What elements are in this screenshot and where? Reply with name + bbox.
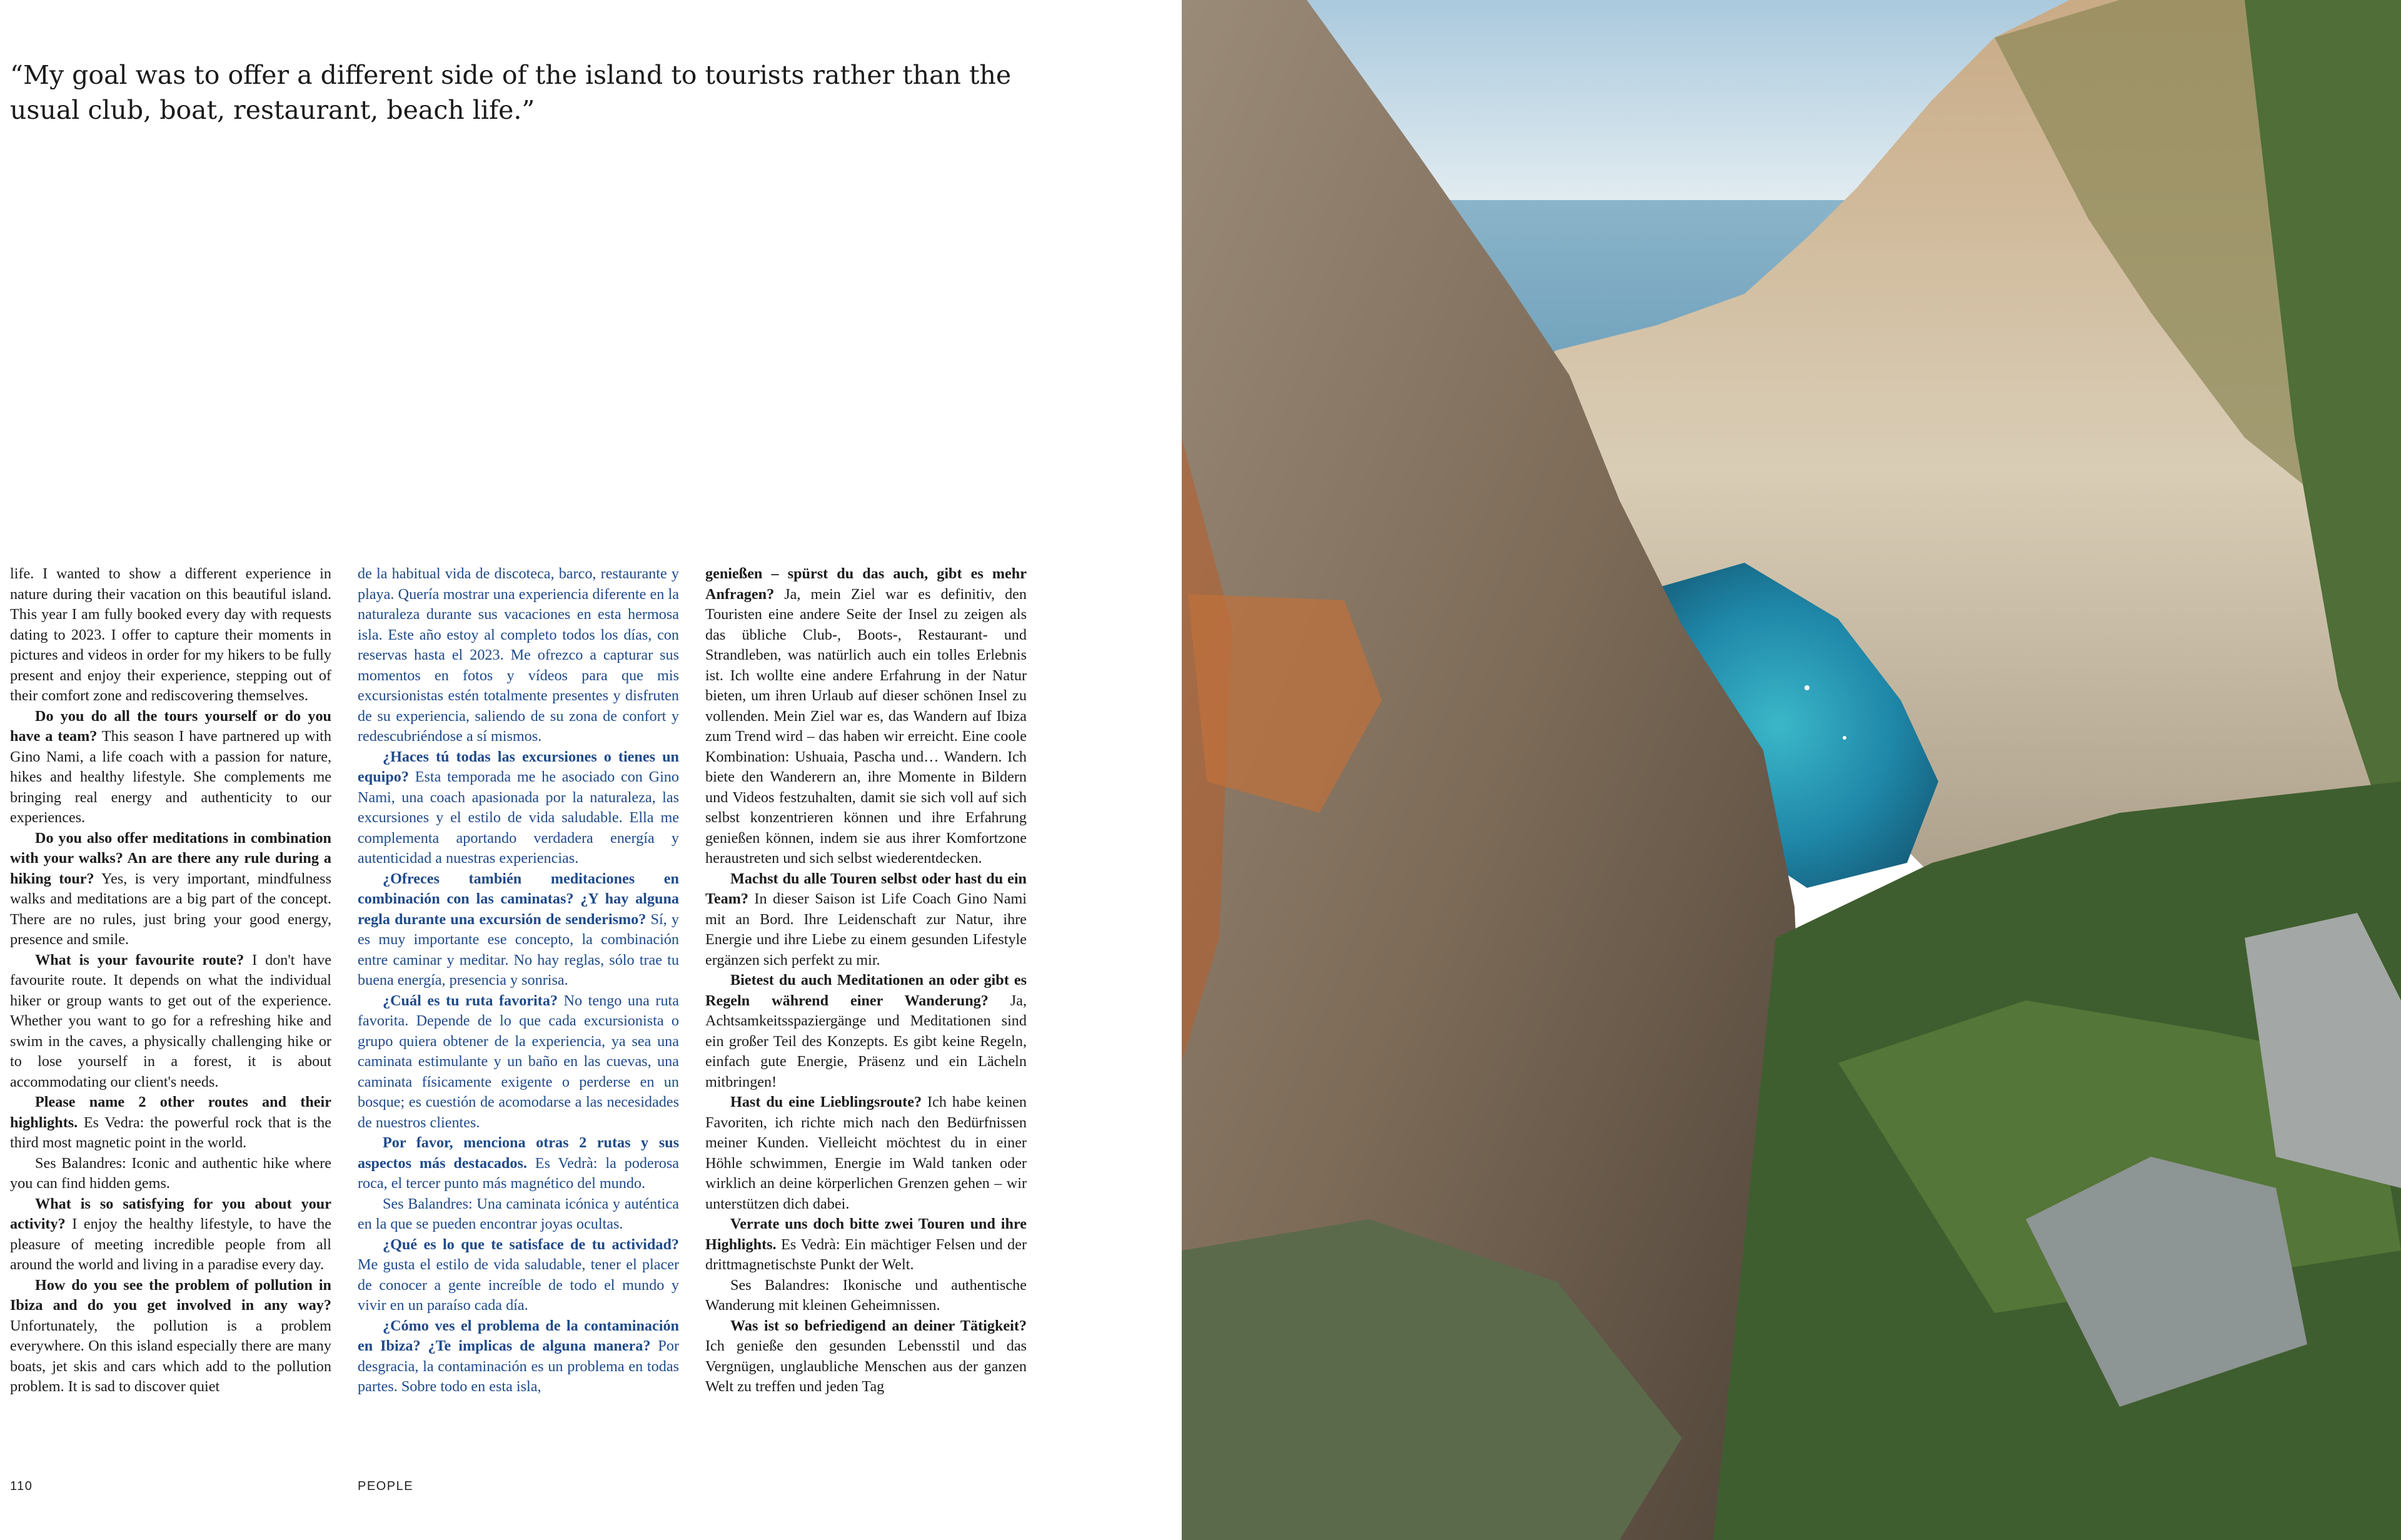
question-answer [358, 869, 679, 991]
answer: No tengo una ruta favorita. Depende de lo que cada excursionista o grupo quiera obtener de la experiencia, ya sea una caminata estimulante y un baño en las cuevas, una caminata físicamente exigente o perderse en un bosque; es cuestión de acomodarse a las necesidades de nuestros clientes. [358, 992, 679, 1131]
cove-photo [1182, 0, 2401, 1540]
answer: Ja, Achtsamkeitsspaziergänge und Meditationen sind ein großer Teil des Konzepts. Es gibt keine Regeln, einfach gute Energie, Präsenz und ein Lächeln mitbringen! [705, 992, 1027, 1090]
page-number: 110 [10, 1479, 33, 1493]
question: ¿Cuál es tu ruta favorita? [383, 992, 558, 1009]
answer: Es Vedrà: Ein mächtiger Felsen und der drittmagnetischste Punkt der Welt. [705, 1236, 1027, 1273]
question: Machst du alle Touren selbst oder hast du ein Team? [705, 870, 1027, 907]
paragraph: Ses Balandres: Ikonische und authentische Wanderung mit kleinen Geheimnissen. [705, 1276, 1027, 1314]
answer: Ich habe keinen Favoriten, ich richte mich nach den Bedürfnissen meiner Kunden. Vielleicht möchtest du in einer Höhle schwimmen, Energie im Wald tanken oder wirklich an deine körperlichen Grenzen gehen – wir unterstützen dich dabei. [705, 1094, 1027, 1212]
answer: Sí, y es muy importante ese concepto, la combinación entre caminar y meditar. No hay reglas, sólo trae tu buena energía, presencia y sonrisa. [358, 910, 679, 989]
question: genießen – spürst du das auch, gibt es mehr Anfragen? [705, 565, 1027, 603]
answer: Por desgracia, la contaminación es un problema en todas partes. Sobre todo en esta isla, [358, 1337, 679, 1395]
answer: Ja, mein Ziel war es definitiv, den Touristen eine andere Seite der Insel zu zeigen als das übliche Club-, Boots-, Restaurant- und Strandleben, was natürlich auch ein tolles Erlebnis ist. Ich wollte eine andere Erfahrung in der Natur bieten, um ihren Urlaub auf dieser schönen Insel zu vollenden. Mein Ziel war es, das Wandern auf Ibiza zum Trend wird – das haben wir erreicht. Eine coole Kombination: Ushuaia, Pascha und… Wandern. Ich biete den Wanderern an, ihre Momente in Bildern und Videos festzuhalten, damit sie sich voll auf sich selbst konzentrieren können und ihre Erfahrung genießen können, indem sie aus ihrer Komfortzone heraustreten und sich selbst wiederentdecken. [705, 585, 1027, 867]
question-answer [10, 828, 331, 950]
spanish-column [358, 564, 679, 1397]
german-column [705, 564, 1027, 1397]
question: Do you also offer meditations in combination with your walks? An are there any rule during a hiking tour? [10, 829, 331, 887]
question: Hast du eine Lieblingsroute? [730, 1094, 922, 1110]
question: Do you do all the tours yourself or do you have a team? [10, 707, 331, 745]
question-answer [10, 950, 331, 1093]
answer: Yes, is very important, mindfulness walks and meditations are a big part of the concept. There are no rules, just bring your good energy, presence and smile. [10, 870, 331, 948]
answer: Ich genieße den gesunden Lebensstil und das Vergnügen, unglaubliche Menschen aus der ganzen Welt zu treffen und jeden Tag [705, 1337, 1027, 1395]
question-answer [358, 991, 679, 1134]
question-answer [705, 564, 1027, 869]
question: Por favor, menciona otras 2 rutas y sus aspectos más destacados. [358, 1134, 679, 1172]
question-answer [358, 1133, 679, 1194]
question-answer [705, 869, 1027, 971]
question: What is so satisfying for you about your activity? [10, 1195, 331, 1232]
question: How do you see the problem of pollution in Ibiza and do you get involved in any way? [10, 1276, 331, 1314]
paragraph: de la habitual vida de discoteca, barco, restaurante y playa. Quería mostrar una experiencia diferente en la naturaleza durante sus vacaciones en esta hermosa isla. Este año estoy al completo todos los días, con reservas hasta el 2023. Me ofrezco a capturar sus momentos en fotos y vídeos para que mis excursionistas estén totalmente presentes y disfruten de su experiencia, saliendo de su zona de confort y redescubriéndose a sí mismos. [358, 565, 679, 745]
question: Please name 2 other routes and their highlights. [10, 1094, 331, 1131]
answer: I enjoy the healthy lifestyle, to have the pleasure of meeting incredible people from all around the world and living in a paradise every day. [10, 1215, 331, 1273]
answer: Esta temporada me he asociado con Gino Nami, una coach apasionada por la naturaleza, las excursiones y el estilo de vida saludable. Ella me complementa aportando verdadera energía y autenticidad a nuestras experiencias. [358, 768, 679, 867]
question-answer [10, 1194, 331, 1276]
answer: In dieser Saison ist Life Coach Gino Nami mit an Bord. Ihre Leidenschaft zur Natur, ihre Energie und ihre Liebe zu einem gesunden Lifestyle ergänzen sich perfekt zu mir. [705, 890, 1027, 969]
section-label: PEOPLE [358, 1479, 414, 1493]
question: ¿Ofreces también meditaciones en combinación con las caminatas? ¿Y hay alguna regla durante una excursión de senderismo? [358, 870, 679, 928]
answer: Me gusta el estilo de vida saludable, tener el placer de conocer a gente increíble de todo el mundo y vivir en un paraíso cada día. [358, 1256, 679, 1314]
answer: Es Vedra: the powerful rock that is the third most magnetic point in the world. [10, 1114, 331, 1151]
question-answer [705, 1092, 1027, 1214]
pull-quote: “My goal was to offer a different side of the island to tourists rather than the usual club, boat, restaurant, beach life.” [10, 60, 1012, 125]
question: ¿Haces tú todas las excursiones o tienes un equipo? [358, 748, 679, 785]
paragraph: Ses Balandres: Iconic and authentic hike where you can find hidden gems. [10, 1154, 331, 1192]
paragraph: life. I wanted to show a different experience in nature during their vacation on this beautiful island. This year I am fully booked every day with requests dating to 2023. I offer to capture their moments in pictures and videos in order for my hikers to be fully present and enjoy their experience, stepping out of their comfort zone and rediscovering themselves. [10, 565, 331, 704]
question-answer [358, 747, 679, 869]
question: ¿Cómo ves el problema de la contaminación en Ibiza? ¿Te implicas de alguna manera? [358, 1317, 679, 1354]
answer: Unfortunately, the pollution is a problem everywhere. On this island especially there are many boats, jet skis and cars which add to the pollution problem. It is sad to discover quiet [10, 1317, 331, 1395]
answer: This season I have partnered up with Gino Nami, a life coach with a passion for nature, hikes and healthy lifestyle. She complements me bringing real energy and authenticity to our experiences. [10, 728, 331, 826]
english-column [10, 564, 331, 1397]
cove-photo-illustration [1182, 0, 2401, 1540]
question-answer [10, 1092, 331, 1154]
question-answer [705, 1214, 1027, 1276]
left-page [0, 0, 1182, 1540]
question-answer [10, 707, 331, 828]
question-answer [10, 1276, 331, 1397]
question: ¿Qué es lo que te satisface de tu actividad? [383, 1236, 679, 1253]
question: What is your favourite route? [35, 951, 244, 969]
question-answer [705, 1316, 1027, 1397]
question: Bietest du auch Meditationen an oder gibt es Regeln während einer Wanderung? [705, 972, 1027, 1009]
answer: I don't have favourite route. It depends on what the individual hiker or group wants to get out of the experience. Whether you want to go for a refreshing hike and swim in the caves, a physically challenging hike or to lose yourself in a forest, it is about accommodating our client's needs. [10, 951, 331, 1090]
answer: Es Vedrà: la poderosa roca, el tercer punto más magnético del mundo. [358, 1154, 679, 1192]
paragraph: Ses Balandres: Una caminata icónica y auténtica en la que se pueden encontrar joyas ocultas. [358, 1195, 679, 1232]
question-answer [358, 1235, 679, 1316]
question: Was ist so befriedigend an deiner Tätigkeit? [730, 1317, 1027, 1334]
question-answer [705, 970, 1027, 1092]
question-answer [358, 1316, 679, 1397]
question: Verrate uns doch bitte zwei Touren und ihre Highlights. [705, 1215, 1027, 1253]
